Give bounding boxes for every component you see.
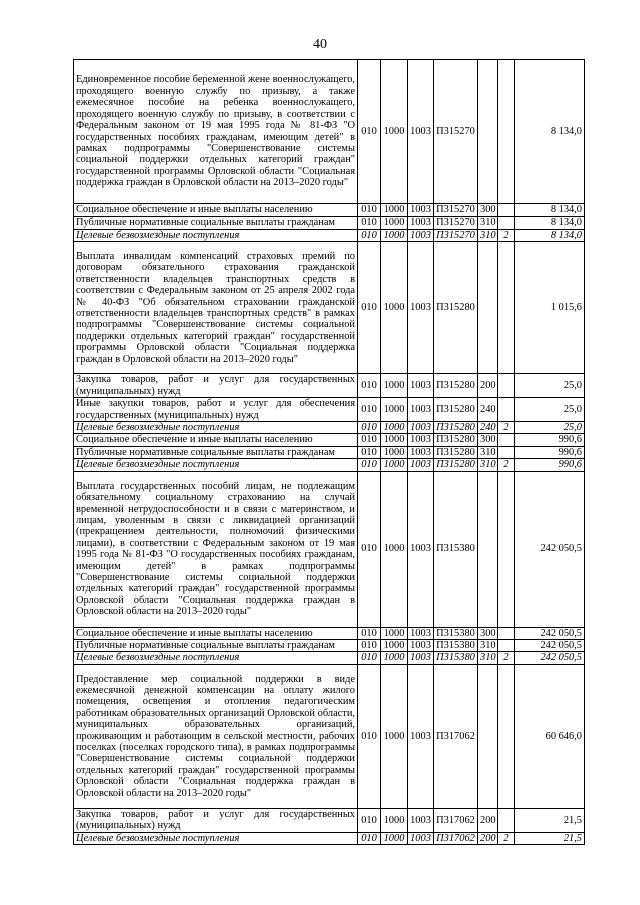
source-code <box>498 627 515 639</box>
target-article-code: П317062 <box>434 808 478 832</box>
expense-type-code: 310 <box>478 217 498 230</box>
target-article-code: П315380 <box>434 471 478 627</box>
target-article-code: П315280 <box>434 434 478 446</box>
target-article-code: П317062 <box>434 832 478 844</box>
section-code: 1000 <box>381 832 408 844</box>
source-code <box>498 446 515 458</box>
source-code <box>498 60 515 204</box>
target-article-code: П315280 <box>434 374 478 398</box>
expense-type-code <box>478 60 498 204</box>
subsection-code: 1003 <box>408 434 434 446</box>
section-code: 1000 <box>381 398 408 422</box>
budget-table <box>73 59 585 845</box>
target-article-code: П315380 <box>434 640 478 652</box>
row-name: Целевые безвозмездные поступления <box>74 652 358 664</box>
section-code: 1000 <box>381 652 408 664</box>
subsection-code: 1003 <box>408 217 434 230</box>
section-code: 1000 <box>381 60 408 204</box>
ministry-code: 010 <box>358 398 381 422</box>
subsection-code: 1003 <box>408 627 434 639</box>
table-row <box>74 204 585 217</box>
subsection-code: 1003 <box>408 446 434 458</box>
section-code: 1000 <box>381 664 408 808</box>
section-code: 1000 <box>381 459 408 471</box>
source-code: 2 <box>498 652 515 664</box>
source-code: 2 <box>498 422 515 434</box>
target-article-code: П315270 <box>434 60 478 204</box>
target-article-code: П315270 <box>434 217 478 230</box>
section-code: 1000 <box>381 204 408 217</box>
amount: 242 050,5 <box>515 471 585 627</box>
expense-type-code <box>478 664 498 808</box>
section-code: 1000 <box>381 242 408 374</box>
ministry-code: 010 <box>358 434 381 446</box>
amount: 8 134,0 <box>515 217 585 230</box>
table-row <box>74 434 585 446</box>
expense-type-code: 310 <box>478 446 498 458</box>
row-name: Закупка товаров, работ и услуг для государственных (муниципальных) нужд <box>74 374 358 398</box>
subsection-code: 1003 <box>408 374 434 398</box>
expense-type-code: 310 <box>478 230 498 242</box>
row-name: Целевые безвозмездные поступления <box>74 459 358 471</box>
subsection-code: 1003 <box>408 640 434 652</box>
amount: 242 050,5 <box>515 627 585 639</box>
expense-type-code: 300 <box>478 627 498 639</box>
ministry-code: 010 <box>358 832 381 844</box>
row-name: Социальное обеспечение и иные выплаты населению <box>74 204 358 217</box>
ministry-code: 010 <box>358 242 381 374</box>
target-article-code: П315380 <box>434 652 478 664</box>
row-name: Социальное обеспечение и иные выплаты населению <box>74 627 358 639</box>
source-code <box>498 374 515 398</box>
amount: 990,6 <box>515 459 585 471</box>
amount: 25,0 <box>515 422 585 434</box>
subsection-code: 1003 <box>408 398 434 422</box>
row-name: Публичные нормативные социальные выплаты гражданам <box>74 217 358 230</box>
amount: 8 134,0 <box>515 204 585 217</box>
section-code: 1000 <box>381 422 408 434</box>
table-row <box>74 640 585 652</box>
row-name: Единовременное пособие беременной жене военнослужащего, проходящего военную службу по призыву, а также ежемесячное пособие на ребенка военнослужащего, проходящего военную службу по призыву, в соответствии с Федеральным законом от 19 мая 1995 года № 81-ФЗ "О государственных пособиях гражданам, имеющим детей" в рамках подпрограммы "Совершенствование системы социальной поддержки отдельных категорий граждан" государственной программы Орловской области "Социальная поддержка граждан в Орловской области на 2013–2020 годы" <box>74 60 358 204</box>
expense-type-code: 200 <box>478 374 498 398</box>
source-code <box>498 242 515 374</box>
expense-type-code: 200 <box>478 832 498 844</box>
ministry-code: 010 <box>358 60 381 204</box>
ministry-code: 010 <box>358 808 381 832</box>
amount: 21,5 <box>515 832 585 844</box>
amount: 990,6 <box>515 446 585 458</box>
expense-type-code <box>478 471 498 627</box>
ministry-code: 010 <box>358 446 381 458</box>
target-article-code: П315280 <box>434 398 478 422</box>
section-code: 1000 <box>381 471 408 627</box>
table-row <box>74 652 585 664</box>
expense-type-code: 300 <box>478 434 498 446</box>
subsection-code: 1003 <box>408 664 434 808</box>
source-code <box>498 471 515 627</box>
ministry-code: 010 <box>358 652 381 664</box>
row-name: Целевые безвозмездные поступления <box>74 422 358 434</box>
budget-table-body <box>74 60 585 845</box>
amount: 242 050,5 <box>515 652 585 664</box>
target-article-code: П315280 <box>434 242 478 374</box>
amount: 25,0 <box>515 398 585 422</box>
section-code: 1000 <box>381 230 408 242</box>
row-name: Целевые безвозмездные поступления <box>74 832 358 844</box>
source-code: 2 <box>498 459 515 471</box>
amount: 8 134,0 <box>515 230 585 242</box>
expense-type-code: 200 <box>478 808 498 832</box>
expense-type-code: 300 <box>478 204 498 217</box>
subsection-code: 1003 <box>408 242 434 374</box>
table-row <box>74 217 585 230</box>
ministry-code: 010 <box>358 471 381 627</box>
row-name: Выплата инвалидам компенсаций страховых премий по договорам обязательного страхования гражданской ответственности владельцев транспортных средств в соответствии с Федеральным законом от 25 апреля 2002 года № 40-ФЗ "Об обязательном страховании гражданской ответственности владельцев транспортных средств" в рамках подпрограммы "Совершенствование системы социальной поддержки отдельных категорий граждан" государственной программы Орловской области "Социальная поддержка граждан в Орловской области на 2013–2020 годы" <box>74 242 358 374</box>
amount: 242 050,5 <box>515 640 585 652</box>
target-article-code: П315380 <box>434 627 478 639</box>
source-code: 2 <box>498 832 515 844</box>
source-code <box>498 808 515 832</box>
amount: 60 646,0 <box>515 664 585 808</box>
amount: 8 134,0 <box>515 60 585 204</box>
table-row <box>74 446 585 458</box>
ministry-code: 010 <box>358 422 381 434</box>
source-code <box>498 434 515 446</box>
row-name: Публичные нормативные социальные выплаты гражданам <box>74 446 358 458</box>
amount: 21,5 <box>515 808 585 832</box>
subsection-code: 1003 <box>408 60 434 204</box>
table-row <box>74 459 585 471</box>
row-name: Закупка товаров, работ и услуг для государственных (муниципальных) нужд <box>74 808 358 832</box>
subsection-code: 1003 <box>408 422 434 434</box>
row-name: Предоставление мер социальной поддержки в виде ежемесячной денежной компенсации на оплату жилого помещения, освещения и отопления педагогическим работникам образовательных организаций Орловской области, муниципальных образовательных организаций, проживающим и работающим в сельской местности, рабочих поселках (поселках городского типа), в рамках подпрограммы "Совершенствование системы социальной поддержки отдельных категорий граждан" государственной программы Орловской области "Социальная поддержка граждан в Орловской области на 2013–2020 годы" <box>74 664 358 808</box>
target-article-code: П315280 <box>434 422 478 434</box>
expense-type-code: 240 <box>478 398 498 422</box>
subsection-code: 1003 <box>408 230 434 242</box>
source-code <box>498 398 515 422</box>
section-code: 1000 <box>381 434 408 446</box>
row-name: Публичные нормативные социальные выплаты гражданам <box>74 640 358 652</box>
subsection-code: 1003 <box>408 459 434 471</box>
table-row <box>74 60 585 204</box>
ministry-code: 010 <box>358 640 381 652</box>
target-article-code: П315270 <box>434 204 478 217</box>
section-code: 1000 <box>381 808 408 832</box>
source-code <box>498 664 515 808</box>
section-code: 1000 <box>381 446 408 458</box>
amount: 1 015,6 <box>515 242 585 374</box>
expense-type-code: 310 <box>478 459 498 471</box>
ministry-code: 010 <box>358 374 381 398</box>
ministry-code: 010 <box>358 217 381 230</box>
ministry-code: 010 <box>358 627 381 639</box>
table-row <box>74 471 585 627</box>
table-row <box>74 230 585 242</box>
row-name: Целевые безвозмездные поступления <box>74 230 358 242</box>
section-code: 1000 <box>381 374 408 398</box>
amount: 990,6 <box>515 434 585 446</box>
expense-type-code <box>478 242 498 374</box>
table-row <box>74 808 585 832</box>
source-code: 2 <box>498 230 515 242</box>
table-row <box>74 398 585 422</box>
section-code: 1000 <box>381 627 408 639</box>
section-code: 1000 <box>381 217 408 230</box>
section-code: 1000 <box>381 640 408 652</box>
ministry-code: 010 <box>358 204 381 217</box>
page-number: 40 <box>313 37 327 52</box>
ministry-code: 010 <box>358 459 381 471</box>
ministry-code: 010 <box>358 664 381 808</box>
expense-type-code: 240 <box>478 422 498 434</box>
subsection-code: 1003 <box>408 204 434 217</box>
source-code <box>498 640 515 652</box>
row-name: Выплата государственных пособий лицам, не подлежащим обязательному социальному страхованию на случай временной нетрудоспособности и в связи с материнством, и лицам, уволенным в связи с ликвидацией организаций (прекращением деятельности, полномочий физическими лицами), в соответствии с Федеральным законом от 19 мая 1995 года № 81-ФЗ "О государственных пособиях гражданам, имеющим детей" в рамках подпрограммы "Совершенствование системы социальной поддержки отдельных категорий граждан" государственной программы Орловской области "Социальная поддержка граждан в Орловской области на 2013–2020 годы" <box>74 471 358 627</box>
target-article-code: П315280 <box>434 446 478 458</box>
subsection-code: 1003 <box>408 832 434 844</box>
subsection-code: 1003 <box>408 652 434 664</box>
row-name: Иные закупки товаров, работ и услуг для обеспечения государственных (муниципальных) нужд <box>74 398 358 422</box>
target-article-code: П315270 <box>434 230 478 242</box>
target-article-code: П317062 <box>434 664 478 808</box>
source-code <box>498 204 515 217</box>
table-row <box>74 242 585 374</box>
source-code <box>498 217 515 230</box>
subsection-code: 1003 <box>408 808 434 832</box>
table-row <box>74 832 585 844</box>
ministry-code: 010 <box>358 230 381 242</box>
subsection-code: 1003 <box>408 471 434 627</box>
table-row <box>74 422 585 434</box>
table-row <box>74 374 585 398</box>
target-article-code: П315280 <box>434 459 478 471</box>
row-name: Социальное обеспечение и иные выплаты населению <box>74 434 358 446</box>
expense-type-code: 310 <box>478 652 498 664</box>
table-row <box>74 664 585 808</box>
amount: 25,0 <box>515 374 585 398</box>
expense-type-code: 310 <box>478 640 498 652</box>
table-row <box>74 627 585 639</box>
